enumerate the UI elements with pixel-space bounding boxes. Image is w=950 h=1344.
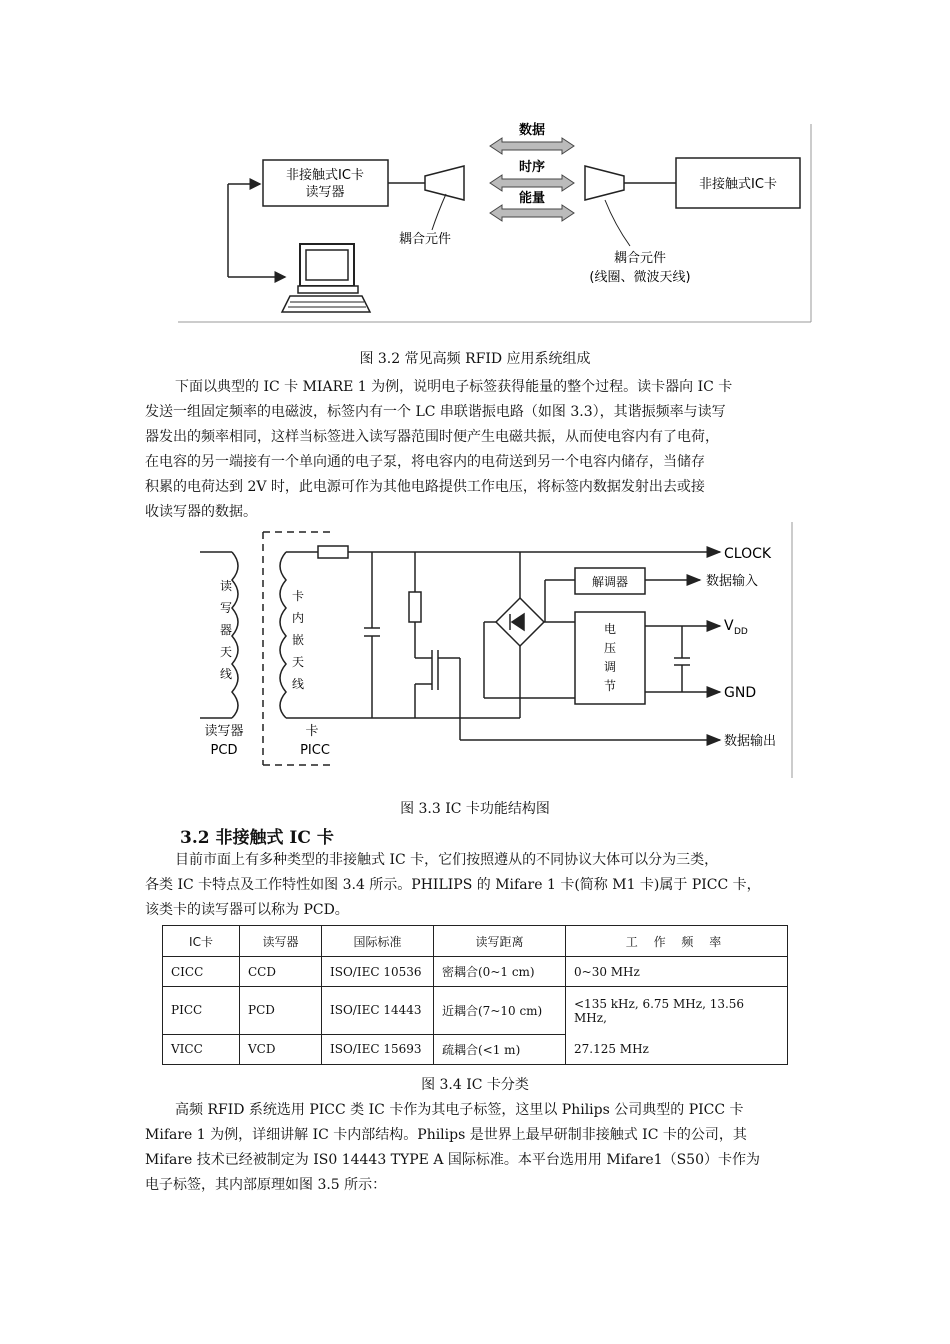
table-cell: <135 kHz, 6.75 MHz, 13.56 MHz, <box>566 987 788 1035</box>
table-cell: ISO/IEC 15693 <box>322 1034 434 1064</box>
table-row <box>163 957 788 987</box>
table-header-cell: 工 作 频 率 <box>566 926 788 957</box>
computer-icon <box>282 244 370 312</box>
data-in-label: 数据输入 <box>706 574 759 589</box>
table-cell: 0~30 MHz <box>566 957 788 987</box>
table-cell: 27.125 MHz <box>566 1034 788 1064</box>
para2-line: 各类 IC 卡特点及工作特性如图 3.4 所示。PHILIPS 的 Mifare 1 卡(简称 M1 卡)属于 PICC 卡， <box>145 877 761 893</box>
para1-line: 积累的电荷达到 2V 时，此电源可作为其他电路提供工作电压，将标签内数据发射出去或接 <box>145 479 705 495</box>
figure-3-2-caption: 图 3.2 常见高频 RFID 应用系统组成 <box>359 351 591 367</box>
clock-label: CLOCK <box>724 546 772 562</box>
paragraph-mifare <box>145 1098 805 1198</box>
double-arrows <box>490 138 574 221</box>
para2-line: 目前市面上有多种类型的非接触式 IC 卡，它们按照遵从的不同协议大体可以分为三类， <box>175 852 719 868</box>
para3-line: Mifare 技术已经被制定为 IS0 14443 TYPE A 国际标准。本平台选用用 Mifare1（S50）卡作为 <box>145 1152 760 1168</box>
card-antenna-char: 嵌 <box>291 633 305 647</box>
figure-3-3 <box>0 515 950 795</box>
card-antenna-char: 线 <box>291 677 305 691</box>
ic-card-classification-table <box>162 925 788 1065</box>
table-row <box>163 987 788 1035</box>
table-cell: CCD <box>240 957 322 987</box>
card-picc-label1: 卡 <box>305 724 319 739</box>
figure-3-3-caption: 图 3.3 IC 卡功能结构图 <box>400 801 550 817</box>
table-cell: ISO/IEC 14443 <box>322 987 434 1035</box>
table-cell: CICC <box>163 957 240 987</box>
data-out-label: 数据输出 <box>724 734 777 749</box>
table-cell: ISO/IEC 10536 <box>322 957 434 987</box>
card-picc-label2: PICC <box>300 743 330 758</box>
table-cell: VCD <box>240 1034 322 1064</box>
vdd-subscript: DD <box>734 627 748 637</box>
left-coupler <box>425 166 464 200</box>
demodulator-label: 解调器 <box>591 575 629 589</box>
reader-antenna-char: 器 <box>219 623 233 637</box>
table-cell: VICC <box>163 1034 240 1064</box>
arrow-label-energy: 能量 <box>518 191 546 206</box>
circuit-wires <box>286 546 720 740</box>
reader-box-line1: 非接触式IC卡 <box>286 168 364 183</box>
para1-line: 在电容的另一端接有一个单向通的电子泵，将电容内的电荷送到另一个电容内储存，当储存 <box>145 454 705 470</box>
regulator-char: 电 <box>603 622 617 636</box>
para1-line: 收读写器的数据。 <box>145 504 257 520</box>
card-antenna-char: 内 <box>291 611 305 625</box>
table-header-cell: 读写距离 <box>434 926 566 957</box>
right-coupler-label1: 耦合元件 <box>613 251 667 266</box>
para3-line: 电子标签，其内部原理如图 3.5 所示： <box>145 1177 387 1193</box>
right-coupler <box>585 166 624 200</box>
card-box-label: 非接触式IC卡 <box>699 177 777 192</box>
regulator-char: 节 <box>603 679 617 693</box>
table-header-cell: 读写器 <box>240 926 322 957</box>
reader-antenna-char: 读 <box>219 579 233 593</box>
arrow-label-timing: 时序 <box>518 160 546 175</box>
table-cell: 近耦合(7~10 cm) <box>434 987 566 1035</box>
para1-line: 下面以典型的 IC 卡 MIARE 1 为例，说明电子标签获得能量的整个过程。读卡器向 IC 卡 <box>175 379 733 395</box>
left-coupler-label: 耦合元件 <box>398 232 452 247</box>
reader-antenna-char: 天 <box>219 645 233 659</box>
para3-line: Mifare 1 为例，详细讲解 IC 卡内部结构。Philips 是世界上最早研制非接触式 IC 卡的公司，其 <box>145 1127 747 1143</box>
arrow-label-data: 数据 <box>518 123 546 138</box>
reader-antenna-char: 线 <box>219 667 233 681</box>
table-header-cell: 国际标准 <box>322 926 434 957</box>
table-cell: PICC <box>163 987 240 1035</box>
card-antenna-char: 天 <box>291 655 305 669</box>
para3-line: 高频 RFID 系统选用 PICC 类 IC 卡作为其电子标签，这里以 Philips 公司典型的 PICC 卡 <box>175 1102 744 1118</box>
table-header-cell: IC卡 <box>163 926 240 957</box>
figure-3-2 <box>0 0 950 340</box>
regulator-char: 调 <box>603 660 617 674</box>
card-antenna-char: 卡 <box>291 589 305 603</box>
card-antenna-coil <box>280 552 286 718</box>
table-cell: 疏耦合(<1 m) <box>434 1034 566 1064</box>
regulator-char: 压 <box>603 641 617 655</box>
gnd-label: GND <box>724 685 757 701</box>
table-cell: PCD <box>240 987 322 1035</box>
paragraph-ic-types <box>145 848 805 923</box>
table-header-row <box>163 926 788 957</box>
section-heading: 3.2 非接触式 IC 卡 <box>180 828 334 848</box>
figure-3-4-caption: 图 3.4 IC 卡分类 <box>421 1077 529 1093</box>
table-row <box>163 1034 788 1064</box>
table-cell: 密耦合(0~1 cm) <box>434 957 566 987</box>
reader-box-line2: 读写器 <box>305 185 345 200</box>
para1-line: 器发出的频率相同，这样当标签进入读写器范围时便产生电磁共振，从而使电容内有了电荷， <box>145 429 719 445</box>
reader-pcd-label2: PCD <box>210 743 238 758</box>
paragraph-rfid-energy <box>145 375 805 525</box>
reader-pcd-label1: 读写器 <box>204 724 244 739</box>
right-coupler-label2: (线圈、微波天线) <box>589 270 691 285</box>
para1-line: 发送一组固定频率的电磁波，标签内有一个 LC 串联谐振电路（如图 3.3），其谐振频率与读写 <box>145 404 726 420</box>
reader-antenna-char: 写 <box>219 601 233 615</box>
para2-line: 该类卡的读写器可以称为 PCD。 <box>145 902 349 918</box>
vdd-label: V <box>724 618 734 634</box>
